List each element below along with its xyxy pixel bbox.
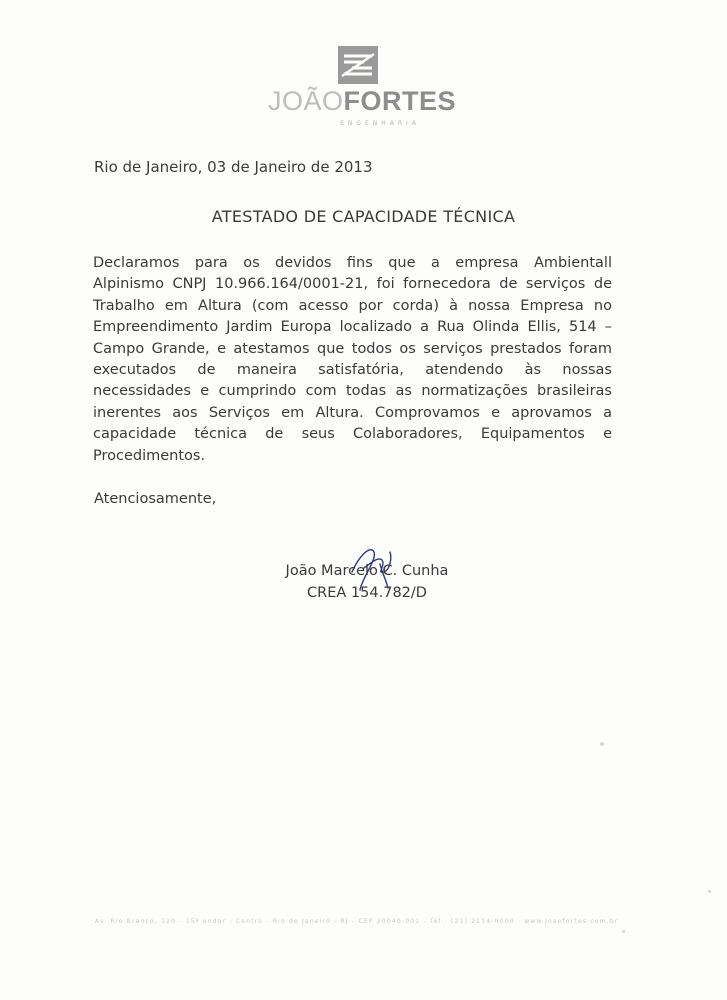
date-line: Rio de Janeiro, 03 de Janeiro de 2013 (94, 158, 373, 176)
logo-subtitle: ENGENHARIA (340, 120, 420, 127)
body-line: Alpinismo CNPJ 10.966.164/0001-21, foi fornecedora de serviços de (93, 276, 612, 293)
body-line: inerentes aos Serviços em Altura. Comprovamos e aprovamos a (93, 404, 612, 421)
body-line: necessidades e cumprindo com todas as normatizações brasileiras (93, 383, 612, 400)
logo-mark-icon (338, 46, 378, 84)
document-title: ATESTADO DE CAPACIDADE TÉCNICA (211, 207, 516, 226)
scan-speck (622, 930, 625, 933)
signer-crea: CREA 154.782/D (307, 585, 427, 601)
company-logo (268, 46, 457, 136)
scan-speck (708, 890, 711, 893)
scan-speck (600, 742, 604, 746)
body-paragraph (93, 253, 612, 467)
body-line: Trabalho em Altura (com acesso por corda) à nossa Empresa no (93, 297, 612, 314)
body-line: Campo Grande, e atestamos que todos os serviços prestados foram (93, 340, 612, 357)
body-line: Declaramos para os devidos fins que a empresa Ambientall (93, 255, 612, 271)
signer-name: João Marcelo C. Cunha (285, 563, 449, 579)
body-line: Procedimentos. (93, 447, 206, 464)
body-line: capacidade técnica de seus Colaboradores, Equipamentos e (93, 426, 612, 443)
footer-address: Av. Rio Branco, 120 - 15º andar - Centro - Rio de Janeiro - RJ - CEP 20040-001 - Tel.: (21) 2114-0000 - www.joaofortes.com.br (95, 918, 619, 925)
logo-wordmark: JOÃOFORTES (268, 86, 457, 116)
closing-salutation: Atenciosamente, (94, 491, 217, 507)
body-line: executados de maneira satisfatória, atendendo às nossas (93, 362, 612, 379)
body-line: Empreendimento Jardim Europa localizado a Rua Olinda Ellis, 514 – (93, 319, 612, 336)
